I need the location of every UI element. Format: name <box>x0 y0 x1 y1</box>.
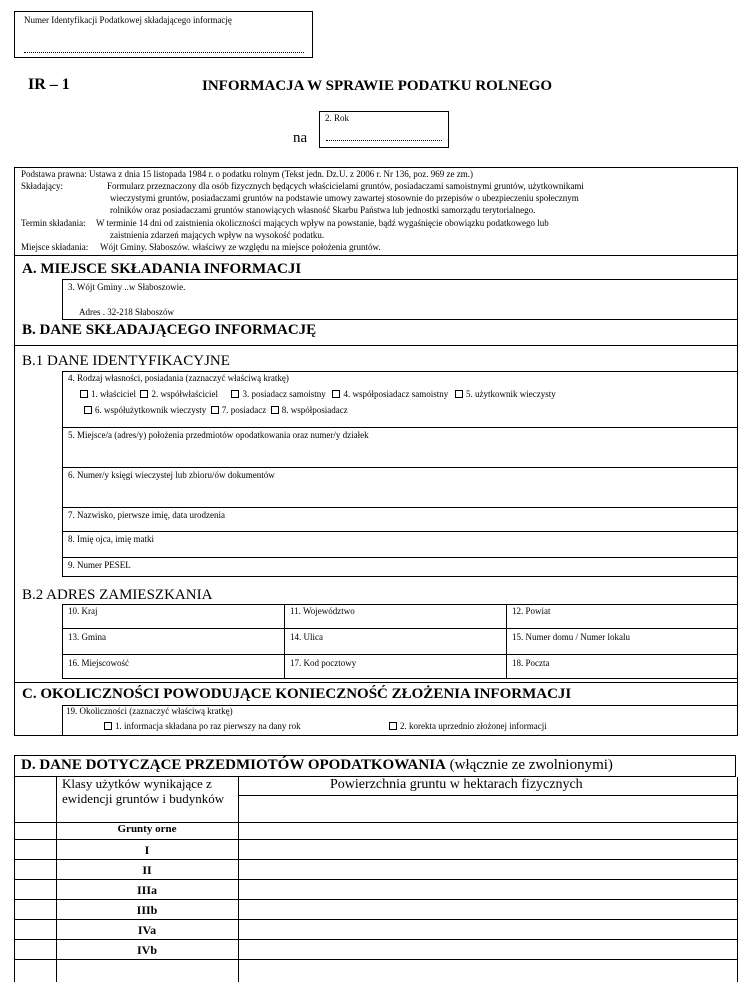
section-c-title: C. OKOLICZNOŚCI POWODUJĄCE KONIECZNOŚĆ ZŁOŻENIA INFORMACJI <box>22 686 572 702</box>
class-row-II: II <box>142 863 152 877</box>
field-14-street[interactable]: 14. Ulica <box>290 632 323 642</box>
field-10-country[interactable]: 10. Kraj <box>68 606 98 616</box>
owner-opt-4[interactable]: 4. współposiadacz samoistny <box>332 389 448 399</box>
field-5-location[interactable]: 5. Miejsce/a (adres/y) położenia przedmiotów opodatkowania oraz numer/y działek <box>68 430 369 440</box>
field-7-name[interactable]: 7. Nazwisko, pierwsze imię, data urodzenia <box>68 510 225 520</box>
owner-opt-8[interactable]: 8. współposiadacz <box>271 405 348 415</box>
owner-opt-5[interactable]: 5. użytkownik wieczysty <box>455 389 556 399</box>
field-16-city[interactable]: 16. Miejscowość <box>68 658 129 668</box>
checkbox-icon[interactable] <box>231 390 239 398</box>
d-hline-r2 <box>14 879 738 880</box>
group-grunty-orne: Grunty orne <box>117 823 177 835</box>
place-text: Wójt Gminy. Słaboszów. właściwy ze względu na miejsce położenia gruntów. <box>100 242 381 252</box>
class-row-I: I <box>144 843 150 857</box>
class-row-IVb: IVb <box>136 943 157 957</box>
field-11-voivodeship[interactable]: 11. Województwo <box>290 606 355 616</box>
field-8-parents[interactable]: 8. Imię ojca, imię matki <box>68 534 154 544</box>
nip-input[interactable] <box>24 42 304 53</box>
d-hline-r6 <box>14 959 738 960</box>
checkbox-icon[interactable] <box>140 390 148 398</box>
owner-opt-2[interactable]: 2. współwłaściciel <box>140 389 218 399</box>
class-row-IIIb: IIIb <box>136 903 158 917</box>
col-classes-header: Klasy użytków wynikające z ewidencji gruntów i budynków <box>62 776 225 806</box>
field-9-pesel[interactable]: 9. Numer PESEL <box>68 560 131 570</box>
owner-opt-3[interactable]: 3. posiadacz samoistny <box>231 389 325 399</box>
d-hline-r4 <box>14 919 738 920</box>
section-b-title: B. DANE SKŁADAJĄCEGO INFORMACJĘ <box>22 322 317 338</box>
checkbox-icon[interactable] <box>80 390 88 398</box>
year-box <box>319 111 449 148</box>
b2-hline-1 <box>62 628 738 629</box>
ownership-row-1 <box>80 389 556 400</box>
d-hline-r3 <box>14 899 738 900</box>
b2-vline-1 <box>284 604 285 679</box>
section-b2-box <box>62 604 738 679</box>
field-13-commune[interactable]: 13. Gmina <box>68 632 106 642</box>
field-6-land-register[interactable]: 6. Numer/y księgi wieczystej lub zbioru/ów dokumentów <box>68 470 275 480</box>
section-a-box <box>62 279 738 320</box>
field-15-house-number[interactable]: 15. Numer domu / Numer lokalu <box>512 632 630 642</box>
checkbox-icon[interactable] <box>271 406 279 414</box>
checkbox-icon[interactable] <box>455 390 463 398</box>
ownership-row-2 <box>84 405 348 416</box>
year-label: 2. Rok <box>325 113 350 123</box>
section-a-title: A. MIEJSCE SKŁADANIA INFORMACJI <box>22 261 302 277</box>
legal-basis <box>21 169 473 180</box>
checkbox-icon[interactable] <box>211 406 219 414</box>
form-code: IR – 1 <box>28 76 70 93</box>
year-prefix: na <box>293 130 308 146</box>
section-d-title: D. DANE DOTYCZĄCE PRZEDMIOTÓW OPODATKOWANIA (włącznie ze zwolnionymi) <box>21 757 613 773</box>
field-18-post-office[interactable]: 18. Poczta <box>512 658 550 668</box>
year-input[interactable] <box>326 132 442 141</box>
section-b2-title: B.2 ADRES ZAMIESZKANIA <box>22 587 213 603</box>
owner-opt-7[interactable]: 7. posiadacz <box>211 405 266 415</box>
checkbox-icon[interactable] <box>389 722 397 730</box>
reason-opt-2[interactable]: 2. korekta uprzednio złożonej informacji <box>389 721 547 732</box>
section-b1-title: B.1 DANE IDENTYFIKACYJNE <box>22 353 230 369</box>
ownership-label: 4. Rodzaj własności, posiadania (zaznaczyć właściwą kratkę) <box>68 373 289 383</box>
place-label: Miejsce składania: <box>21 242 89 252</box>
field-12-district[interactable]: 12. Powiat <box>512 606 551 616</box>
col-area-header: Powierzchnia gruntu w hektarach fizycznych <box>330 777 583 792</box>
legal-basis-text: Ustawa z dnia 15 listopada 1984 r. o podatku rolnym (Tekst jedn. Dz.U. z 2006 r. Nr 136, poz. 969 ze zm.) <box>88 169 474 179</box>
section-a-divider <box>14 255 738 256</box>
office-line: 3. Wójt Gminy ..w Słaboszowie. <box>68 282 186 292</box>
reason-opt-1[interactable]: 1. informacja składana po raz pierwszy na dany rok <box>104 721 301 732</box>
d-hline-area <box>238 795 738 796</box>
filer-text-3: rolników oraz posiadaczami gruntów stanowiących własność Skarbu Państwa lub jednostki samorządu terytorialnego. <box>110 205 536 215</box>
checkbox-icon[interactable] <box>104 722 112 730</box>
field-19-label: 19. Okoliczności (zaznaczyć właściwą kratkę) <box>66 706 233 716</box>
nip-box <box>14 11 313 58</box>
b2-hline-2 <box>62 654 738 655</box>
b1-line-1 <box>62 427 738 428</box>
checkbox-icon[interactable] <box>332 390 340 398</box>
office-address: Adres . 32-218 Słaboszów <box>79 307 174 317</box>
section-c-divider <box>14 682 738 683</box>
owner-opt-6[interactable]: 6. współużytkownik wieczysty <box>84 405 206 415</box>
deadline-label: Termin składania: <box>21 218 86 228</box>
owner-opt-1[interactable]: 1. właściciel <box>80 389 136 399</box>
filer-label: Składający: <box>21 181 63 191</box>
field-17-postcode[interactable]: 17. Kod pocztowy <box>290 658 357 668</box>
d-hline-r1 <box>14 859 738 860</box>
legal-basis-label: Podstawa prawna: <box>21 169 87 179</box>
class-row-IVa: IVa <box>137 923 157 937</box>
checkbox-icon[interactable] <box>84 406 92 414</box>
b2-vline-2 <box>506 604 507 679</box>
filer-text-2: wieczystymi gruntów, posiadaczami gruntów na podstawie umowy zawartej stosownie do przepisów o ubezpieczeniu społecznym <box>110 193 579 203</box>
deadline-text-2: zaistnienia zdarzeń mających wpływ na wysokość podatku. <box>110 230 325 240</box>
b1-line-2 <box>62 467 738 468</box>
deadline-text-1: W terminie 14 dni od zaistnienia okoliczności mających wpływ na powstanie, bądź wygaśnięcie obowiązku podatkowego lub <box>96 218 549 228</box>
section-d-header <box>14 755 736 777</box>
class-row-IIIa: IIIa <box>136 883 157 897</box>
b1-line-4 <box>62 531 738 532</box>
form-title: INFORMACJA W SPRAWIE PODATKU ROLNEGO <box>202 78 553 94</box>
filer-text-1: Formularz przeznaczony dla osób fizycznych będących właścicielami gruntów, posiadaczami samoistnymi gruntów, użytkownikami <box>107 181 584 191</box>
nip-label: Numer Identyfikacji Podatkowej składającego informację <box>24 15 232 25</box>
d-hline-group <box>14 839 738 840</box>
section-b-divider <box>14 345 738 346</box>
b1-line-5 <box>62 557 738 558</box>
b1-line-3 <box>62 507 738 508</box>
d-hline-r5 <box>14 939 738 940</box>
